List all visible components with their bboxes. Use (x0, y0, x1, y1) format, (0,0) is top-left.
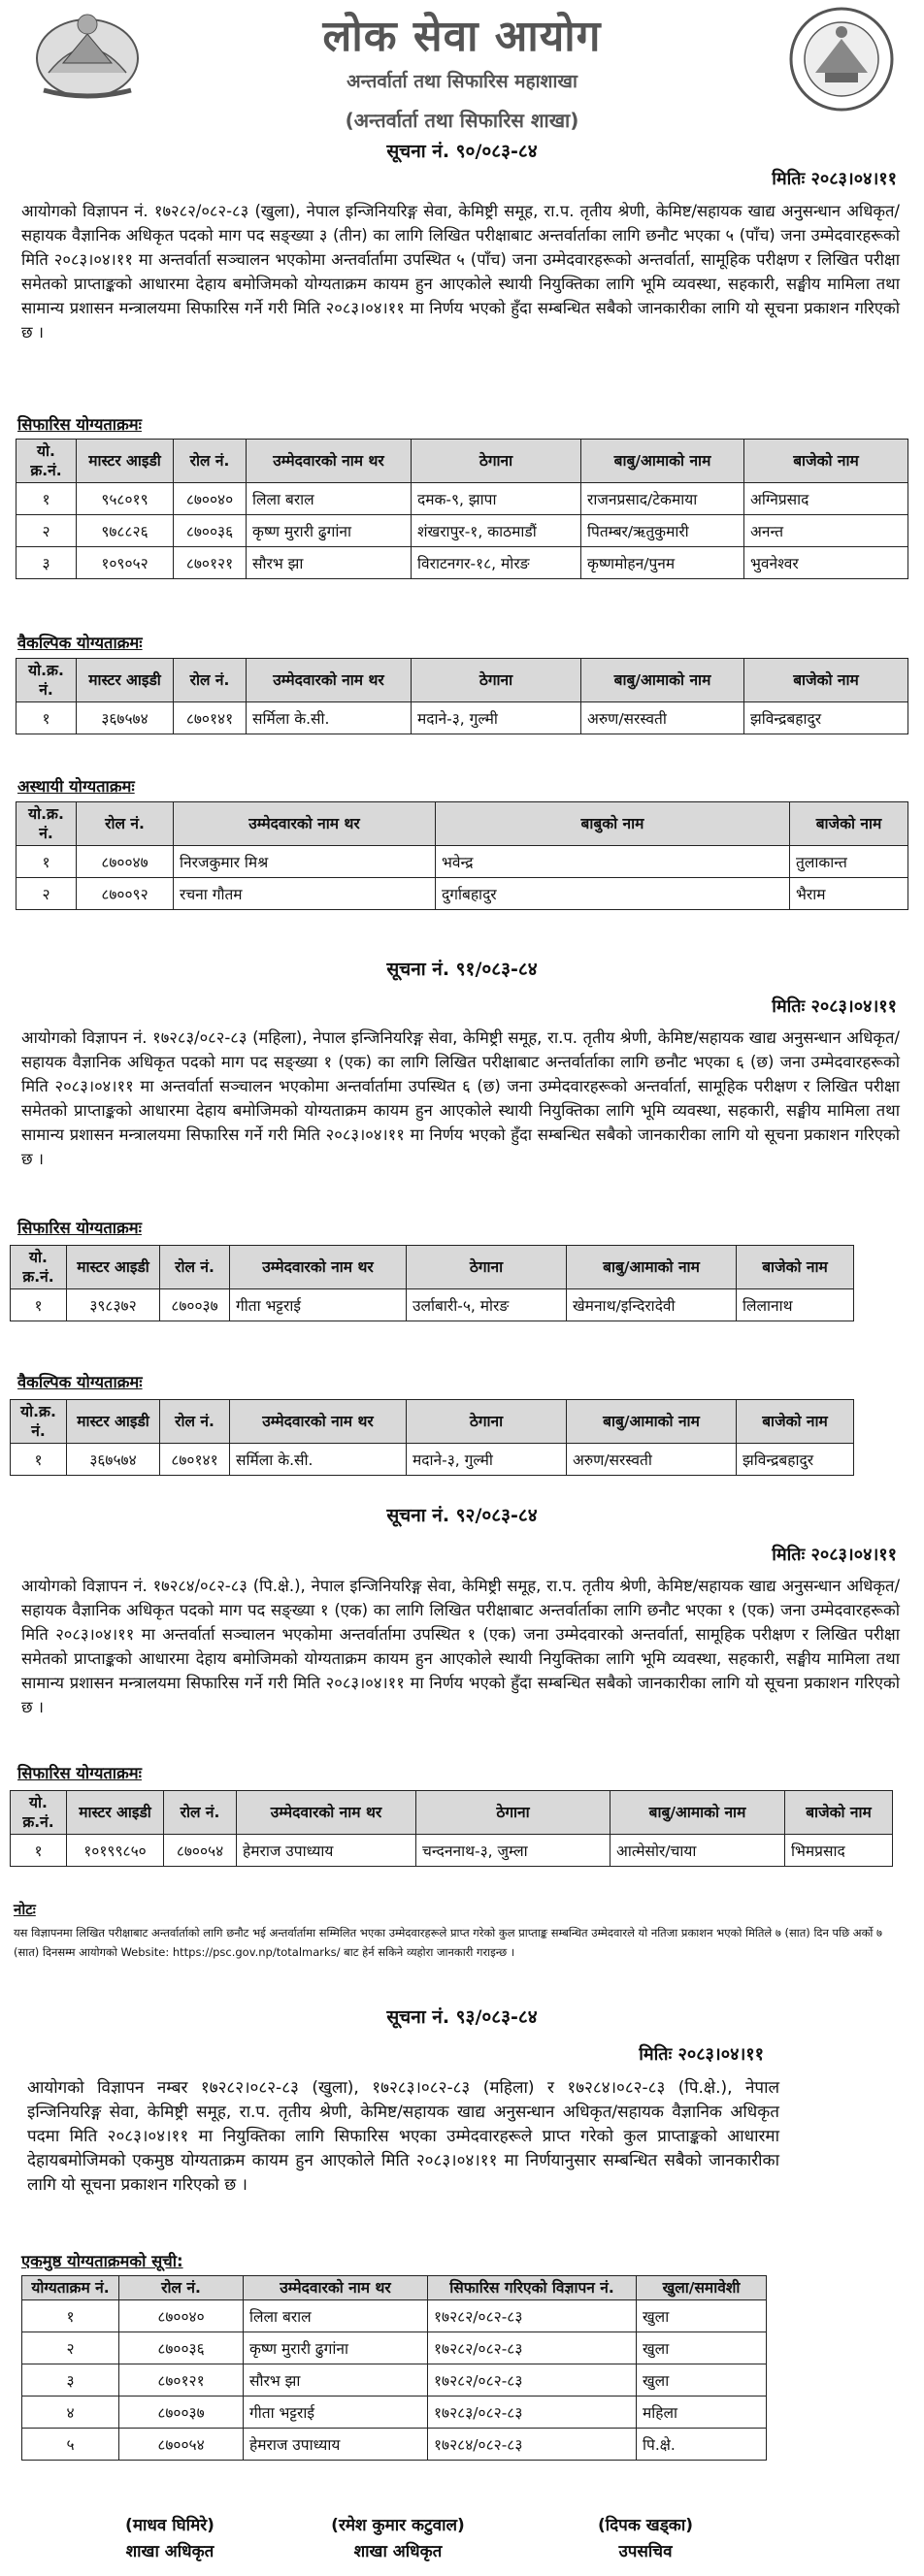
signature-2 (281, 2513, 514, 2565)
signature-name: (दिपक खड्का) (597, 2516, 694, 2535)
table-cell: २ (16, 515, 77, 547)
table-row (16, 846, 908, 878)
signature-name: (रमेश कुमार कटुवाल) (331, 2516, 465, 2535)
notice-91-sifaris-table (10, 1245, 854, 1321)
column-header: बाजेको नाम (737, 1246, 854, 1289)
table-header-row (11, 1791, 893, 1835)
table-row (16, 547, 908, 579)
column-header: रोल नं. (160, 1246, 230, 1289)
table-cell: २ (22, 2332, 119, 2364)
table-header-row (16, 440, 908, 483)
column-header: उम्मेदवारको नाम थर (230, 1246, 407, 1289)
table-cell: ८७००५४ (164, 1835, 237, 1867)
column-header: यो.क्र. नं. (16, 659, 77, 702)
table-row (16, 702, 908, 734)
column-header: बाजेको नाम (785, 1791, 893, 1835)
column-header: रोल नं. (77, 802, 174, 846)
table-header-row (11, 1246, 854, 1289)
table-row (16, 878, 908, 910)
table-cell: आत्मेसोर/चाया (610, 1835, 785, 1867)
table-cell: ८७०१४१ (174, 702, 247, 734)
table-cell: १ (16, 846, 77, 878)
notice-92-body: आयोगको विज्ञापन नं. १७२८४/०८२-८३ (पि.क्षे.), नेपाल इन्जिनियरिङ्ग सेवा, केमिष्ट्री समूह, रा.प. तृतीय श्रेणी, केमिष्ट/सहायक खाद्य अनुसन्धान अधिकृत/सहायक वैज्ञानिक अधिकृत पदको माग पद सङ्ख्या १ (एक) का लागि लिखित परीक्षाबाट अन्तर्वार्ताका लागि छनौट भएका १ (एक) जना उम्मेदवारहरूको मिति २०८३।०४।११ मा अन्तर्वार्ता सञ्चालन भएकोमा अन्तर्वार्तामा उपस्थित १ (एक) जना उम्मेदवारको अन्तर्वार्ता, सामूहिक परीक्षण र लिखित परीक्षा समेतको प्राप्ताङ्कको आधारमा देहाय बमोजिमको योग्यताक्रम कायम हुन आएकोले स्थायी नियुक्तिका लागि भूमि व्यवस्था, सहकारी, सङ्घीय मामिला तथा सामान्य प्रशासन मन्त्रालयमा सिफारिस गर्ने गरी मिति २०८३।०४।११ मा निर्णय भएको हुँदा सम्बन्धित सबैको जानकारीका लागि यो सूचना प्रकाशन गरिएको छ । (21, 1577, 900, 1716)
column-header: बाबु/आमाको नाम (567, 1400, 737, 1444)
table-cell: निरजकुमार मिश्र (174, 846, 436, 878)
notice-90-sifaris-table (16, 439, 908, 579)
column-header: बाबु/आमाको नाम (581, 659, 744, 702)
table-cell: ८७००४७ (77, 846, 174, 878)
division-name: अन्तर्वार्ता तथा सिफारिस महाशाखा (346, 71, 578, 92)
column-header: बाबु/आमाको नाम (610, 1791, 785, 1835)
table-cell: रचना गौतम (174, 878, 436, 910)
column-header: बाबु/आमाको नाम (581, 440, 744, 483)
notice-93-body: आयोगको विज्ञापन नम्बर १७२८२।०८२-८३ (खुला), १७२८३।०८२-८३ (महिला) र १७२८४।०८२-८३ (पि.क्षे.), नेपाल इन्जिनियरिङ्ग सेवा, केमिष्ट्री समूह, रा.प. तृतीय श्रेणी, केमिष्ट/सहायक खाद्य अनुसन्धान अधिकृत/सहायक वैज्ञानिक अधिकृत पदमा मिति २०८३।०४।११ मा नियुक्तिका लागि सिफारिस भएका उम्मेदवारहरूले प्राप्त गरेको कुल प्राप्ताङ्कको आधारमा देहायबमोजिमको एकमुष्ठ योग्यताक्रम कायम हुन आएकोले मिति २०८३।०४।११ मा निर्णयानुसार सम्बन्धित सबैको जानकारीका लागि यो सूचना प्रकाशन गरिएको छ । (27, 2078, 779, 2195)
table-cell: झविन्द्रबहादुर (737, 1444, 854, 1476)
table-cell: गीता भट्टराई (244, 2397, 428, 2429)
column-header: ठेगाना (412, 440, 581, 483)
table-cell: अरुण/सरस्वती (567, 1444, 737, 1476)
column-header: बाबुको नाम (436, 802, 790, 846)
table-cell: कृष्ण मुरारी ढुगांना (244, 2332, 428, 2364)
table-cell: १ (11, 1835, 67, 1867)
column-header: ठेगाना (407, 1400, 567, 1444)
column-header: बाजेको नाम (744, 440, 908, 483)
table-cell: ३६७५७४ (77, 702, 174, 734)
column-header: ठेगाना (416, 1791, 610, 1835)
table-cell: मदाने-३, गुल्मी (412, 702, 581, 734)
table-cell: पितम्बर/ऋतुकुमारी (581, 515, 744, 547)
table-cell: मदाने-३, गुल्मी (407, 1444, 567, 1476)
table-cell: कृष्णमोहन/पुनम (581, 547, 744, 579)
table-cell: ३ (22, 2364, 119, 2397)
notice-90-title: सूचना नं. ९०/०८३-८४ (386, 141, 538, 162)
column-header: सिफारिस गरिएको विज्ञापन नं. (428, 2276, 637, 2300)
signature-title: शाखा अधिकृत (353, 2542, 443, 2561)
table-cell: हेमराज उपाध्याय (244, 2429, 428, 2461)
column-header: मास्टर आइडी (77, 440, 174, 483)
table-cell: दमक-९, झापा (412, 483, 581, 515)
table-cell: १ (16, 483, 77, 515)
column-header: यो. क्र.नं. (11, 1791, 67, 1835)
table-cell: लिलानाथ (737, 1289, 854, 1321)
table-cell: ३ (16, 547, 77, 579)
table-cell: भिमप्रसाद (785, 1835, 893, 1867)
note-heading: नोटः (14, 1901, 36, 1918)
notice-91-vaikalpik-heading: वैकल्पिक योग्यताक्रमः (17, 1373, 143, 1391)
table-cell: सौरभ झा (247, 547, 412, 579)
notice-91-title: सूचना नं. ९१/०८३-८४ (386, 959, 538, 980)
table-row (16, 483, 908, 515)
notice-90-vaikalpik-table (16, 658, 908, 734)
org-name: लोक सेवा आयोग (322, 12, 602, 61)
table-cell: ८७००३७ (160, 1289, 230, 1321)
table-cell: १७२८४/०८२-८३ (428, 2429, 637, 2461)
table-row (11, 1289, 854, 1321)
column-header: यो.क्र. नं. (16, 802, 77, 846)
table-header-row (16, 659, 908, 702)
column-header: रोल नं. (164, 1791, 237, 1835)
table-cell: तुलाकान्त (790, 846, 908, 878)
table-cell: ८७००४० (119, 2300, 244, 2332)
column-header: योग्यताक्रम नं. (22, 2276, 119, 2300)
table-cell: १७२८२/०८२-८३ (428, 2300, 637, 2332)
notice-93-ekmusta-heading: एकमुष्ठ योग्यताक्रमको सूची: (21, 2252, 183, 2270)
column-header: उम्मेदवारको नाम थर (174, 802, 436, 846)
table-cell: ८७०१२१ (174, 547, 247, 579)
notice-93-ekmusta-table (21, 2275, 767, 2461)
table-header-row (16, 802, 908, 846)
notice-90-asthayi-heading: अस्थायी योग्यताक्रमः (17, 777, 135, 796)
column-header: रोल नं. (174, 659, 247, 702)
notice-90-vaikalpik-heading: वैकल्पिक योग्यताक्रमः (17, 634, 143, 652)
column-header: बाजेको नाम (744, 659, 908, 702)
column-header: रोल नं. (160, 1400, 230, 1444)
table-row (22, 2397, 767, 2429)
table-cell: दुर्गाबहादुर (436, 878, 790, 910)
column-header: खुला/समावेशी (637, 2276, 767, 2300)
column-header: मास्टर आइडी (67, 1246, 160, 1289)
column-header: रोल नं. (174, 440, 247, 483)
table-cell: खुला (637, 2300, 767, 2332)
column-header: यो. क्र.नं. (11, 1246, 67, 1289)
notice-90-date: मितिः २०८३।०४।११ (772, 169, 897, 189)
table-cell: अनन्त (744, 515, 908, 547)
table-cell: ४ (22, 2397, 119, 2429)
table-cell: खुला (637, 2332, 767, 2364)
table-cell: २ (16, 878, 77, 910)
notice-92-sifaris-heading: सिफारिस योग्यताक्रमः (17, 1764, 142, 1782)
column-header: उम्मेदवारको नाम थर (237, 1791, 416, 1835)
table-cell: ८७००४० (174, 483, 247, 515)
table-cell: भवेन्द्र (436, 846, 790, 878)
table-cell: ९७८८२६ (77, 515, 174, 547)
column-header: उम्मेदवारको नाम थर (244, 2276, 428, 2300)
table-cell: १७२८२/०८२-८३ (428, 2332, 637, 2364)
table-cell: झविन्द्रबहादुर (744, 702, 908, 734)
table-cell: सर्मिला के.सी. (230, 1444, 407, 1476)
column-header: उम्मेदवारको नाम थर (247, 659, 412, 702)
table-cell: कृष्ण मुरारी ढुगांना (247, 515, 412, 547)
table-row (22, 2429, 767, 2461)
table-row (22, 2332, 767, 2364)
table-cell: गीता भट्टराई (230, 1289, 407, 1321)
column-header: उम्मेदवारको नाम थर (230, 1400, 407, 1444)
column-header: मास्टर आइडी (67, 1791, 164, 1835)
table-cell: ८७००३६ (119, 2332, 244, 2364)
column-header: बाजेको नाम (790, 802, 908, 846)
table-row (22, 2364, 767, 2397)
column-header: ठेगाना (412, 659, 581, 702)
notice-92-title: सूचना नं. ९२/०८३-८४ (386, 1505, 538, 1526)
table-cell: ८७००३६ (174, 515, 247, 547)
table-cell: सौरभ झा (244, 2364, 428, 2397)
table-cell: ३६७५७४ (67, 1444, 160, 1476)
table-cell: ५ (22, 2429, 119, 2461)
notice-91-date: मितिः २०८३।०४।११ (772, 996, 897, 1017)
table-cell: १ (22, 2300, 119, 2332)
table-cell: महिला (637, 2397, 767, 2429)
column-header: यो. क्र.नं. (16, 440, 77, 483)
notice-90-body: आयोगको विज्ञापन नं. १७२८२/०८२-८३ (खुला), नेपाल इन्जिनियरिङ्ग सेवा, केमिष्ट्री समूह, रा.प. तृतीय श्रेणी, केमिष्ट/सहायक खाद्य अनुसन्धान अधिकृत/सहायक वैज्ञानिक अधिकृत पदको माग पद सङ्ख्या ३ (तीन) का लागि लिखित परीक्षाबाट अन्तर्वार्ताका लागि छनौट भएका ५ (पाँच) जना उम्मेदवारहरूको मिति २०८३।०४।११ मा अन्तर्वार्ता सञ्चालन भएकोमा अन्तर्वार्तामा उपस्थित ५ (पाँच) जना उम्मेदवारहरूको अन्तर्वार्ता, सामूहिक परीक्षण र लिखित परीक्षा समेतको प्राप्ताङ्कको आधारमा देहाय बमोजिमको योग्यताक्रम कायम हुन आएकोले स्थायी नियुक्तिका लागि भूमि व्यवस्था, सहकारी, सङ्घीय मामिला तथा सामान्य प्रशासन मन्त्रालयमा सिफारिस गर्ने गरी मिति २०८३।०४।११ मा निर्णय भएको हुँदा सम्बन्धित सबैको जानकारीका लागि यो सूचना प्रकाशन गरिएको छ । (21, 202, 900, 342)
notice-91-body: आयोगको विज्ञापन नं. १७२८३/०८२-८३ (महिला), नेपाल इन्जिनियरिङ्ग सेवा, केमिष्ट्री समूह, रा.प. तृतीय श्रेणी, केमिष्ट/सहायक खाद्य अनुसन्धान अधिकृत/सहायक वैज्ञानिक अधिकृत पदको माग पद सङ्ख्या १ (एक) का लागि लिखित परीक्षाबाट अन्तर्वार्ताका लागि छनौट भएका ६ (छ) जना उम्मेदवारहरूको मिति २०८३।०४।११ मा अन्तर्वार्ता सञ्चालन भएकोमा अन्तर्वार्तामा उपस्थित ६ (छ) जना उम्मेदवारहरूको अन्तर्वार्ता, सामूहिक परीक्षण र लिखित परीक्षा समेतको प्राप्ताङ्कको आधारमा देहाय बमोजिमको योग्यताक्रम कायम हुन आएकोले स्थायी नियुक्तिका लागि भूमि व्यवस्था, सहकारी, सङ्घीय मामिला तथा सामान्य प्रशासन मन्त्रालयमा सिफारिस गर्ने गरी मिति २०८३।०४।११ मा निर्णय भएको हुँदा सम्बन्धित सबैको जानकारीका लागि यो सूचना प्रकाशन गरिएको छ । (21, 1028, 900, 1168)
column-header: मास्टर आइडी (77, 659, 174, 702)
signature-3 (563, 2513, 728, 2565)
notice-91-sifaris-heading: सिफारिस योग्यताक्रमः (17, 1219, 142, 1237)
table-cell: १ (16, 702, 77, 734)
table-cell: लिला बराल (244, 2300, 428, 2332)
table-row (11, 1444, 854, 1476)
column-header: यो.क्र. नं. (11, 1400, 67, 1444)
notice-90-sifaris-heading: सिफारिस योग्यताक्रमः (17, 415, 142, 434)
table-row (22, 2300, 767, 2332)
column-header: बाबु/आमाको नाम (567, 1246, 737, 1289)
psc-seal-logo (786, 5, 898, 114)
table-cell: शंखरापुर-१, काठमाडौं (412, 515, 581, 547)
table-cell: उर्लाबारी-५, मोरङ (407, 1289, 567, 1321)
notice-92-sifaris-table (10, 1790, 893, 1867)
notice-92-date: मितिः २०८३।०४।११ (772, 1545, 897, 1565)
table-cell: १ (11, 1289, 67, 1321)
table-cell: अरुण/सरस्वती (581, 702, 744, 734)
table-cell: ८७०१४१ (160, 1444, 230, 1476)
table-cell: १०९०५२ (77, 547, 174, 579)
table-cell: हेमराज उपाध्याय (237, 1835, 416, 1867)
table-cell: भुवनेश्वर (744, 547, 908, 579)
table-cell: भैराम (790, 878, 908, 910)
table-cell: ८७०१२१ (119, 2364, 244, 2397)
table-cell: खेमनाथ/इन्दिरादेवी (567, 1289, 737, 1321)
notice-90-asthayi-table (16, 801, 908, 910)
signature-1 (87, 2513, 252, 2565)
table-cell: १७२८३/०८२-८३ (428, 2397, 637, 2429)
column-header: मास्टर आइडी (67, 1400, 160, 1444)
table-row (11, 1835, 893, 1867)
notice-91-vaikalpik-table (10, 1399, 854, 1476)
table-cell: लिला बराल (247, 483, 412, 515)
section-name: (अन्तर्वार्ता तथा सिफारिस शाखा) (345, 109, 579, 132)
table-cell: ८७००३७ (119, 2397, 244, 2429)
table-cell: ८७००५४ (119, 2429, 244, 2461)
notice-93-title: सूचना नं. ९३/०८३-८४ (386, 2006, 538, 2028)
column-header: रोल नं. (119, 2276, 244, 2300)
signature-title: शाखा अधिकृत (125, 2542, 214, 2561)
table-cell: सर्मिला के.सी. (247, 702, 412, 734)
table-header-row (11, 1400, 854, 1444)
note-text: यस विज्ञापनमा लिखित परीक्षाबाट अन्तर्वार्ताको लागि छनौट भई अन्तर्वार्तामा सम्मिलित भएका उम्मेदवारहरूले प्राप्त गरेको कुल प्राप्ताङ्क सम्बन्धित उम्मेदवारले यो नतिजा प्रकाशन भएको मितिले ७ (सात) दिन पछि अर्को ७ (सात) दिनसम्म आयोगको Website: https://psc.gov.np/totalmarks/ बाट हेर्न सकिने व्यहोरा जानकारी गराइन्छ । (14, 1926, 883, 1959)
column-header: बाजेको नाम (737, 1400, 854, 1444)
table-cell: चन्दननाथ-३, जुम्ला (416, 1835, 610, 1867)
table-cell: १७२८२/०८२-८३ (428, 2364, 637, 2397)
table-cell: ३९८३७२ (67, 1289, 160, 1321)
signature-name: (माधव घिमिरे) (125, 2516, 214, 2535)
table-cell: अग्निप्रसाद (744, 483, 908, 515)
table-cell: खुला (637, 2364, 767, 2397)
signature-title: उपसचिव (618, 2542, 673, 2561)
table-row (16, 515, 908, 547)
table-cell: ९५८०१९ (77, 483, 174, 515)
table-cell: १०१९९८५० (67, 1835, 164, 1867)
table-cell: १ (11, 1444, 67, 1476)
notice-93-date: मितिः २०८३।०४।११ (639, 2044, 764, 2065)
table-cell: विराटनगर-१८, मोरङ (412, 547, 581, 579)
table-cell: ८७००९२ (77, 878, 174, 910)
table-cell: पि.क्षे. (637, 2429, 767, 2461)
table-cell: राजनप्रसाद/टेकमाया (581, 483, 744, 515)
table-header-row (22, 2276, 767, 2300)
column-header: ठेगाना (407, 1246, 567, 1289)
column-header: उम्मेदवारको नाम थर (247, 440, 412, 483)
